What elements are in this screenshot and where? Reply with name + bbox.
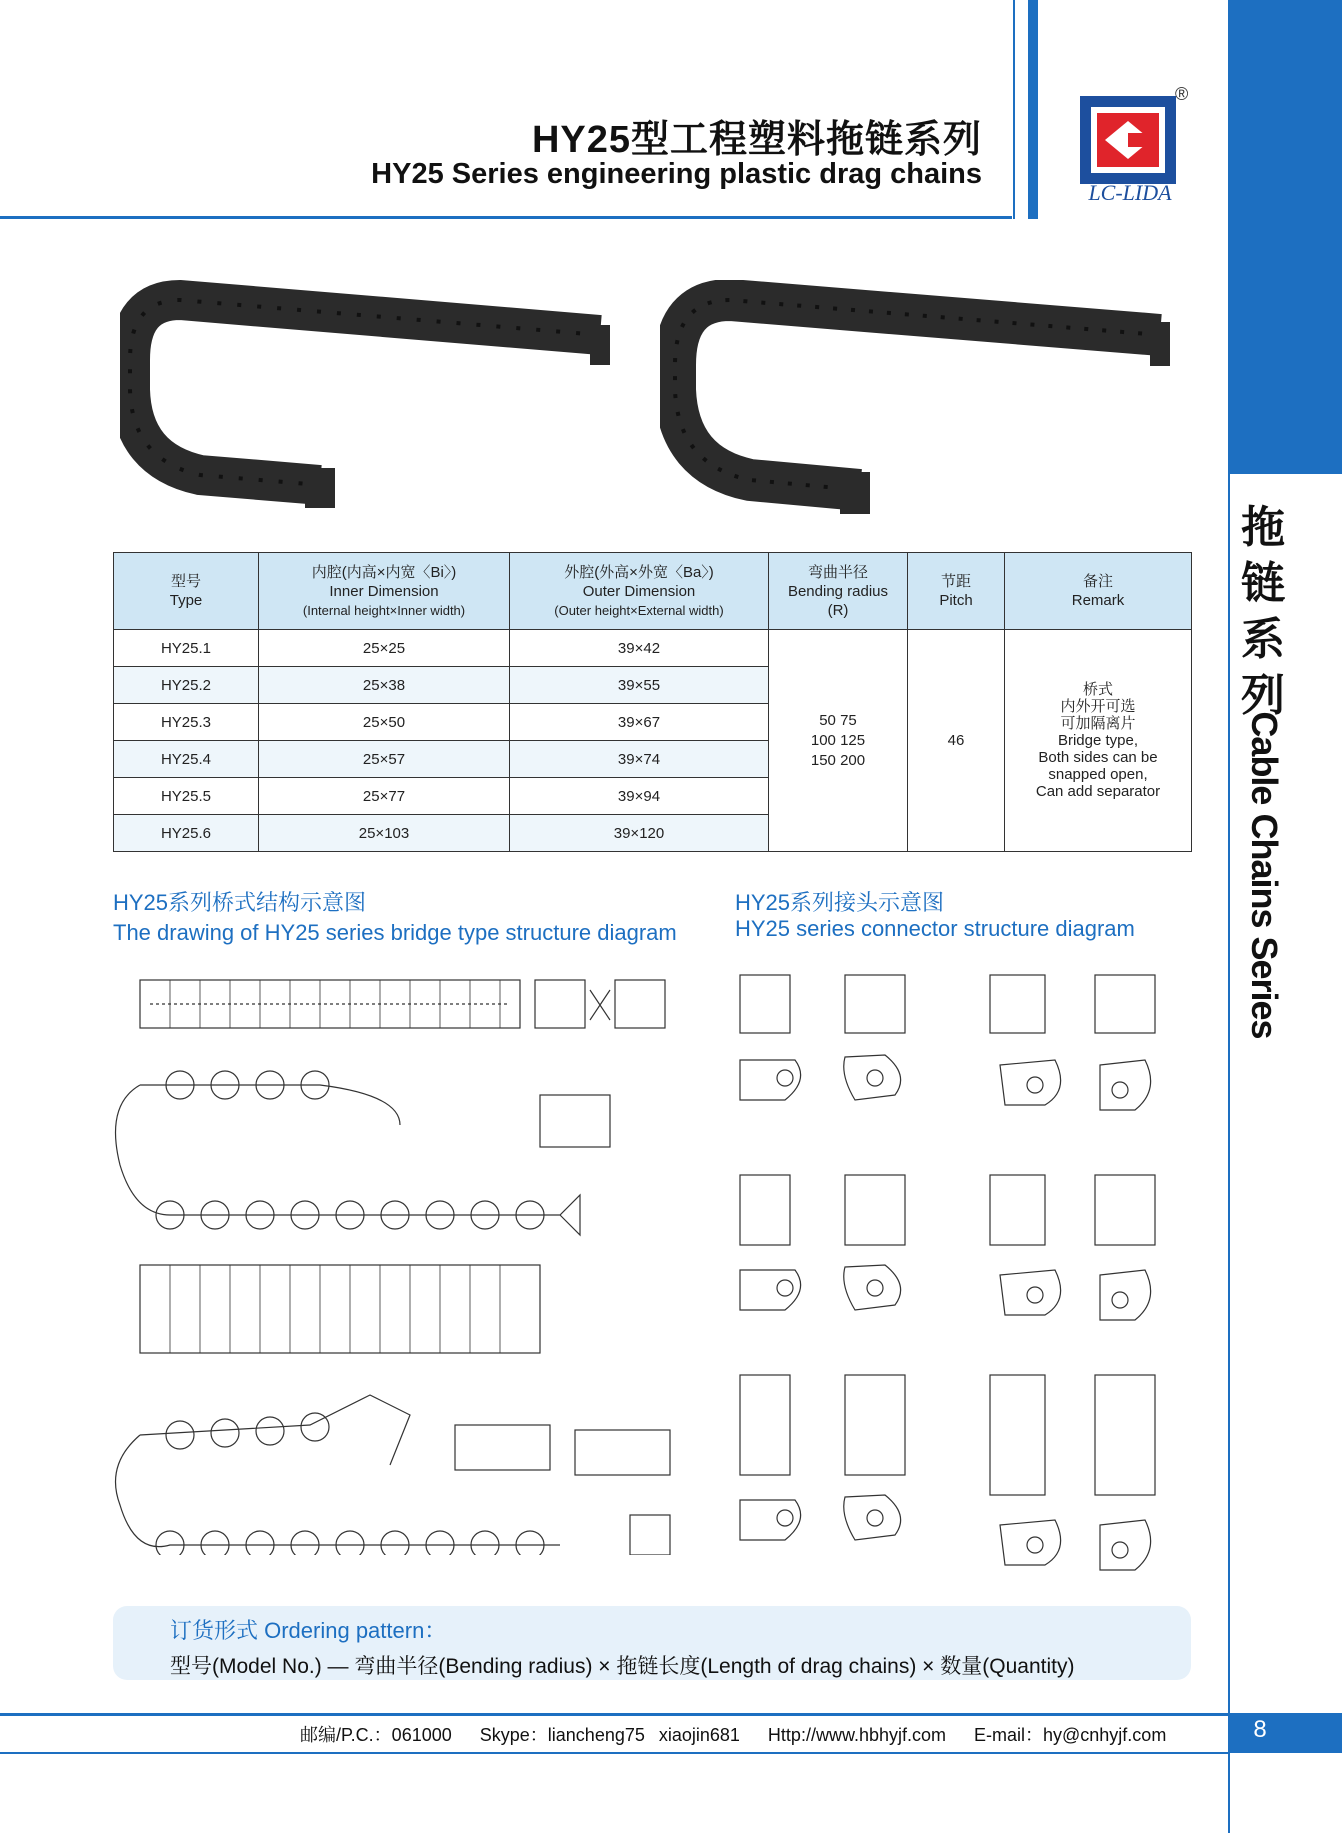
- page-title-en: HY25 Series engineering plastic drag chains: [371, 158, 982, 190]
- cell-inner: 25×103: [259, 815, 510, 852]
- footer-divider-bottom: [0, 1752, 1228, 1754]
- cell-inner: 25×25: [259, 630, 510, 667]
- cell-type: HY25.6: [114, 815, 259, 852]
- sidebar-title-en: Cable Chains Series: [1244, 711, 1285, 1039]
- sidebar-blue-block: [1228, 0, 1342, 474]
- sidebar-line: [1228, 474, 1230, 1833]
- table-row: [114, 630, 1192, 667]
- cell-radius: 50 75 100 125 150 200: [769, 630, 908, 852]
- header-vertical-bar: [1028, 0, 1038, 219]
- cell-outer: 39×55: [510, 667, 769, 704]
- cell-outer: 39×67: [510, 704, 769, 741]
- connector-structure-diagram: [725, 965, 1185, 1575]
- cell-inner: 25×57: [259, 741, 510, 778]
- header-vertical-line: [1013, 0, 1015, 219]
- header-divider: [0, 216, 1012, 219]
- cell-outer: 39×74: [510, 741, 769, 778]
- cell-outer: 39×120: [510, 815, 769, 852]
- section-left-title-cn: HY25系列桥式结构示意图: [113, 890, 367, 915]
- ordering-title: 订货形式 Ordering pattern：: [170, 1618, 447, 1643]
- cell-type: HY25.5: [114, 778, 259, 815]
- cell-type: HY25.3: [114, 704, 259, 741]
- cell-type: HY25.4: [114, 741, 259, 778]
- spec-table: [113, 552, 1192, 852]
- table-header-type: 型号 Type: [114, 553, 259, 630]
- table-header-radius: 弯曲半径 Bending radius (R): [769, 553, 908, 630]
- registered-mark: ®: [1175, 84, 1189, 104]
- drag-chain-photo-1: [120, 280, 610, 520]
- section-right-title-en: HY25 series connector structure diagram: [735, 916, 1135, 941]
- drag-chain-photo-2: [660, 280, 1170, 520]
- table-header-pitch: 节距 Pitch: [908, 553, 1005, 630]
- footer-contact: 邮编/P.C.：061000 Skype：liancheng75 xiaojin681 Http://www.hbhyjf.com E-mail：hy@cnhyjf.com: [300, 1725, 1167, 1745]
- footer-divider: [0, 1713, 1228, 1716]
- ordering-formula: 型号(Model No.) — 弯曲半径(Bending radius) × 拖链长度(Length of drag chains) × 数量(Quantity): [170, 1655, 1075, 1678]
- cell-outer: 39×94: [510, 778, 769, 815]
- sidebar-title-cn: 拖链系列: [1241, 503, 1285, 720]
- logo-text: LC-LIDA: [1088, 180, 1172, 205]
- cell-remark: 桥式 内外开可选 可加隔离片 Bridge type, Both sides can be snapped open, Can add separator: [1005, 630, 1192, 852]
- cell-type: HY25.2: [114, 667, 259, 704]
- company-logo: [1080, 96, 1176, 184]
- bridge-structure-diagram: [110, 965, 700, 1555]
- page-title-cn: HY25型工程塑料拖链系列: [531, 119, 982, 161]
- cell-inner: 25×77: [259, 778, 510, 815]
- cell-outer: 39×42: [510, 630, 769, 667]
- cell-type: HY25.1: [114, 630, 259, 667]
- cell-inner: 25×50: [259, 704, 510, 741]
- cell-pitch: 46: [908, 630, 1005, 852]
- section-left-title-en: The drawing of HY25 series bridge type structure diagram: [113, 920, 677, 945]
- table-header-inner: 内腔(内高×内宽〈Bi〉) Inner Dimension (Internal height×Inner width): [259, 553, 510, 630]
- page-number: 8: [1253, 1716, 1267, 1743]
- table-header-outer: 外腔(外高×外宽〈Ba〉) Outer Dimension (Outer height×External width): [510, 553, 769, 630]
- table-header-remark: 备注 Remark: [1005, 553, 1192, 630]
- section-right-title-cn: HY25系列接头示意图: [735, 890, 945, 915]
- cell-inner: 25×38: [259, 667, 510, 704]
